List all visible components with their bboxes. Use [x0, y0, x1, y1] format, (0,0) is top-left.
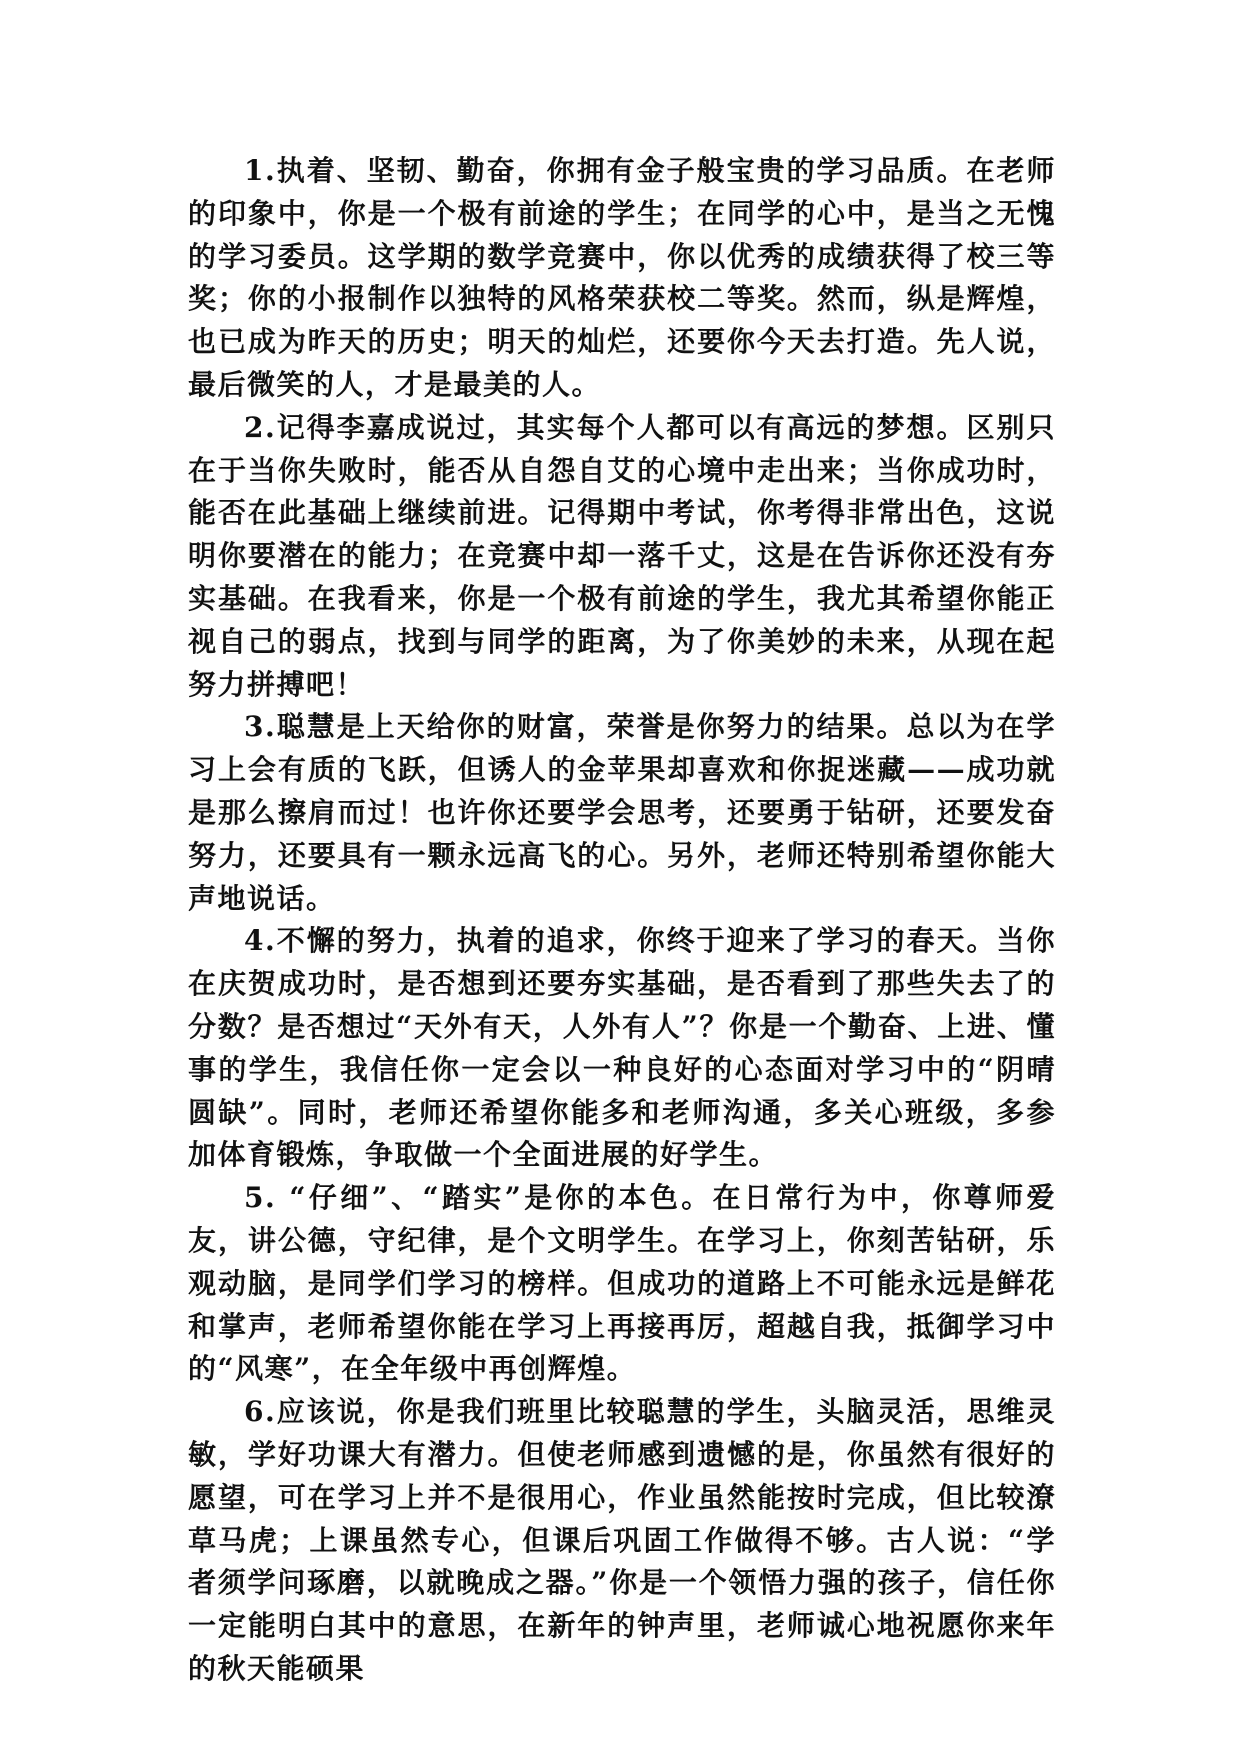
comment-paragraph-1: 1.执着、坚韧、勤奋，你拥有金子般宝贵的学习品质。在老师的印象中，你是一个极有前途的学生；在同学的心中，是当之无愧的学习委员。这学期的数学竞赛中，你以优秀的成绩获得了校三等奖；你的小报制作以独特的风格荣获校二等奖。然而，纵是辉煌，也已成为昨天的历史；明天的灿烂，还要你今天去打造。先人说，最后微笑的人，才是最美的人。: [188, 154, 1056, 401]
comment-paragraph-2: 2.记得李嘉成说过，其实每个人都可以有高远的梦想。区别只在于当你失败时，能否从自怨自艾的心境中走出来；当你成功时，能否在此基础上继续前进。记得期中考试，你考得非常出色，这说明你要潜在的能力；在竞赛中却一落千丈，这是在告诉你还没有夯实基础。在我看来，你是一个极有前途的学生，我尤其希望你能正视自己的弱点，找到与同学的距离，为了你美妙的未来，从现在起努力拼搏吧！: [188, 410, 1056, 701]
document-body: [188, 150, 1056, 1691]
comment-paragraph-3: 3.聪慧是上天给你的财富，荣誉是你努力的结果。总以为在学习上会有质的飞跃，但诱人的金苹果却喜欢和你捉迷藏——成功就是那么擦肩而过！也许你还要学会思考，还要勇于钻研，还要发奋努力，还要具有一颗永远高飞的心。另外，老师还特别希望你能大声地说话。: [188, 710, 1056, 915]
comment-paragraph-5: 5. “仔细”、“踏实”是你的本色。在日常行为中，你尊师爱友，讲公德，守纪律，是个文明学生。在学习上，你刻苦钻研，乐观动脑，是同学们学习的榜样。但成功的道路上不可能永远是鲜花和掌声，老师希望你能在学习上再接再厉，超越自我，抵御学习中的“风寒”，在全年级中再创辉煌。: [188, 1181, 1056, 1386]
comment-paragraph-4: 4.不懈的努力，执着的追求，你终于迎来了学习的春天。当你在庆贺成功时，是否想到还要夯实基础，是否看到了那些失去了的分数？是否想过“天外有天，人外有人”？你是一个勤奋、上进、懂事的学生，我信任你一定会以一种良好的心态面对学习中的“阴晴圆缺”。同时，老师还希望你能多和老师沟通，多关心班级，多参加体育锻炼，争取做一个全面进展的好学生。: [188, 924, 1056, 1172]
comment-paragraph-6: 6.应该说，你是我们班里比较聪慧的学生，头脑灵活，思维灵敏，学好功课大有潜力。但使老师感到遗憾的是，你虽然有很好的愿望，可在学习上并不是很用心，作业虽然能按时完成，但比较潦草马虎；上课虽然专心，但课后巩固工作做得不够。古人说：“学者须学问琢磨，以就晚成之器。”你是一个领悟力强的孩子，信任你一定能明白其中的意思，在新年的钟声里，老师诚心地祝愿你来年的秋天能硕果: [188, 1395, 1056, 1685]
